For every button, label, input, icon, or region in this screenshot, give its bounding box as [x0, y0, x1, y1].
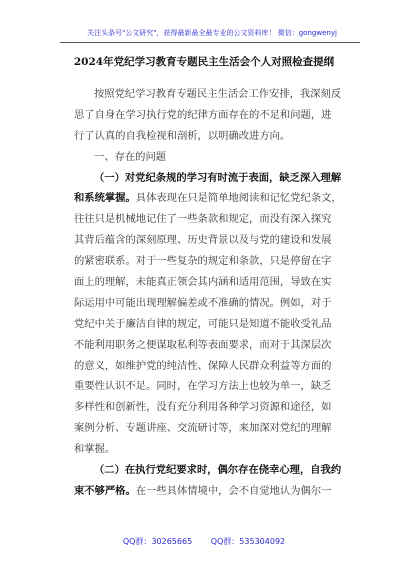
- body-line: 案例分析、专题讲座、交流研讨等，来加深对党纪的理解: [74, 422, 332, 435]
- bold-heading-text: 束不够严格。: [74, 484, 136, 497]
- body-line: 重要性认识不足。同时，在学习方法上也较为单一，缺乏: [74, 380, 332, 393]
- body-line: 面上的理解，未能真正领会其内涵和适用范围，导致在实: [74, 276, 332, 289]
- body-line: 往往只是机械地记住了一些条款和规定，而没有深入探究: [74, 213, 332, 226]
- bold-heading-text: （二）在执行党纪要求时，偶尔存在侥幸心理，自我约: [94, 464, 342, 477]
- body-line: 按照党纪学习教育专题民主生活会工作安排，我深刻反: [94, 88, 342, 100]
- bold-heading-text: 和系统掌握。: [74, 192, 136, 205]
- footer: [0, 536, 408, 547]
- document-title: 2024年党纪学习教育专题民主生活会个人对照检查提纲: [73, 56, 335, 68]
- document-body: [74, 84, 344, 502]
- body-line: 思了自身在学习执行党的纪律方面存在的不足和问题，进: [74, 108, 332, 121]
- bold-heading-text: （一）对党纪条规的学习有时流于表面，缺乏深入理解: [94, 171, 342, 184]
- body-line: 一、存在的问题: [94, 150, 167, 163]
- body-line: 和掌握。: [74, 443, 116, 456]
- footer-qq-group-2: QQ群：535304092: [210, 537, 286, 546]
- body-line: 其背后蕴含的深刻原理、历史背景以及与党的建设和发展: [74, 234, 332, 247]
- body-line: 的意义，如维护党的纯洁性、保障人民群众利益等方面的: [74, 359, 332, 372]
- body-text: 在一些具体情境中，会不自觉地认为偶尔一: [135, 484, 332, 497]
- body-line: 多样性和创新性，没有充分利用各种学习资源和途径，如: [74, 401, 332, 414]
- body-line: 不能利用职务之便谋取私利等表面要求，而对于其深层次: [74, 338, 332, 351]
- body-line: 的紧密联系。对于一些复杂的规定和条款，只是停留在字: [74, 255, 332, 268]
- footer-qq-group-1: QQ群：30265665: [122, 537, 193, 546]
- body-line: [74, 188, 344, 209]
- body-line: 党纪中关于廉洁自律的规定，可能只是知道不能收受礼品: [74, 317, 332, 330]
- body-line: [74, 481, 344, 502]
- body-line: 际运用中可能出现理解偏差或不准确的情况。例如，对于: [74, 296, 332, 309]
- header-banner: 关注头条号"公文研究"，获得最新最全最专业的公文资料库！ 微信：gongwenyj: [87, 29, 337, 37]
- body-line: 行了认真的自我检视和剖析，以明确改进方向。: [74, 129, 291, 142]
- body-line: [74, 460, 344, 481]
- body-text: 具体表现在只是简单地阅读和记忆党纪条文，: [135, 192, 342, 205]
- header-divider: [60, 42, 360, 43]
- body-line: [74, 168, 344, 189]
